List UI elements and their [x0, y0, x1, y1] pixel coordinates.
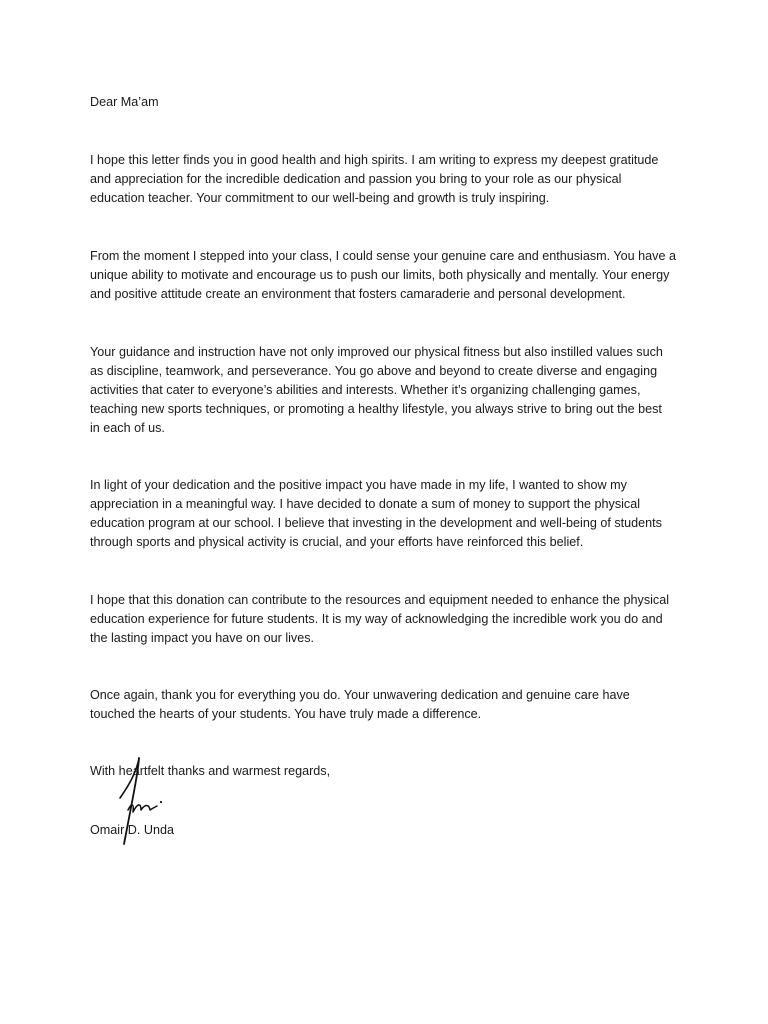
paragraph-line: teaching new sports techniques, or promoting a healthy lifestyle, you always strive to bring out the best: [90, 402, 662, 416]
signature-dot: [160, 801, 162, 803]
paragraph-line: In light of your dedication and the positive impact you have made in my life, I wanted to show my: [90, 478, 627, 492]
paragraph-line: through sports and physical activity is crucial, and your efforts have reinforced this belief.: [90, 535, 584, 549]
letter-paragraph: [90, 247, 690, 304]
salutation: Dear Ma’am: [90, 95, 159, 109]
paragraph-line: and appreciation for the incredible dedication and passion you bring to your role as our physical: [90, 172, 622, 186]
paragraph-line: appreciation in a meaningful way. I have decided to donate a sum of money to support the physical: [90, 497, 641, 511]
paragraph-line: in each of us.: [90, 421, 165, 435]
letter-paragraph: [90, 591, 690, 648]
paragraph-line: touched the hearts of your students. You have truly made a difference.: [90, 707, 482, 721]
letter-paragraph: [90, 476, 690, 552]
paragraph-line: unique ability to motivate and encourage us to push our limits, both physically and mentally. Your energy: [90, 268, 670, 282]
paragraph-line: and positive attitude create an environment that fosters camaraderie and personal development.: [90, 287, 626, 301]
sender-name: Omair D. Unda: [90, 823, 174, 837]
paragraph-line: education program at our school. I believe that investing in the development and well-being of students: [90, 516, 662, 530]
signature-stroke: [128, 805, 157, 812]
paragraph-line: From the moment I stepped into your class, I could sense your genuine care and enthusiasm. You have a: [90, 249, 676, 263]
paragraph-line: I hope that this donation can contribute to the resources and equipment needed to enhance the physical: [90, 593, 670, 607]
paragraph-line: education experience for future students. It is my way of acknowledging the incredible work you do and: [90, 612, 663, 626]
paragraph-line: as discipline, teamwork, and perseverance. You go above and beyond to create diverse and engaging: [90, 364, 658, 378]
paragraph-line: I hope this letter finds you in good health and high spirits. I am writing to express my deepest gratitude: [90, 153, 659, 167]
letter-paragraph: [90, 686, 690, 724]
paragraph-line: Once again, thank you for everything you do. Your unwavering dedication and genuine care have: [90, 688, 630, 702]
paragraph-line: education teacher. Your commitment to our well-being and growth is truly inspiring.: [90, 191, 550, 205]
paragraph-line: the lasting impact you have on our lives.: [90, 631, 315, 645]
closing-line: With heartfelt thanks and warmest regards,: [90, 764, 331, 778]
paragraph-line: Your guidance and instruction have not only improved our physical fitness but also instilled values such: [90, 345, 663, 359]
letter-paragraph: [90, 151, 690, 208]
paragraph-line: activities that cater to everyone’s abilities and interests. Whether it’s organizing challenging games,: [90, 383, 641, 397]
letter-paragraph: [90, 343, 690, 438]
